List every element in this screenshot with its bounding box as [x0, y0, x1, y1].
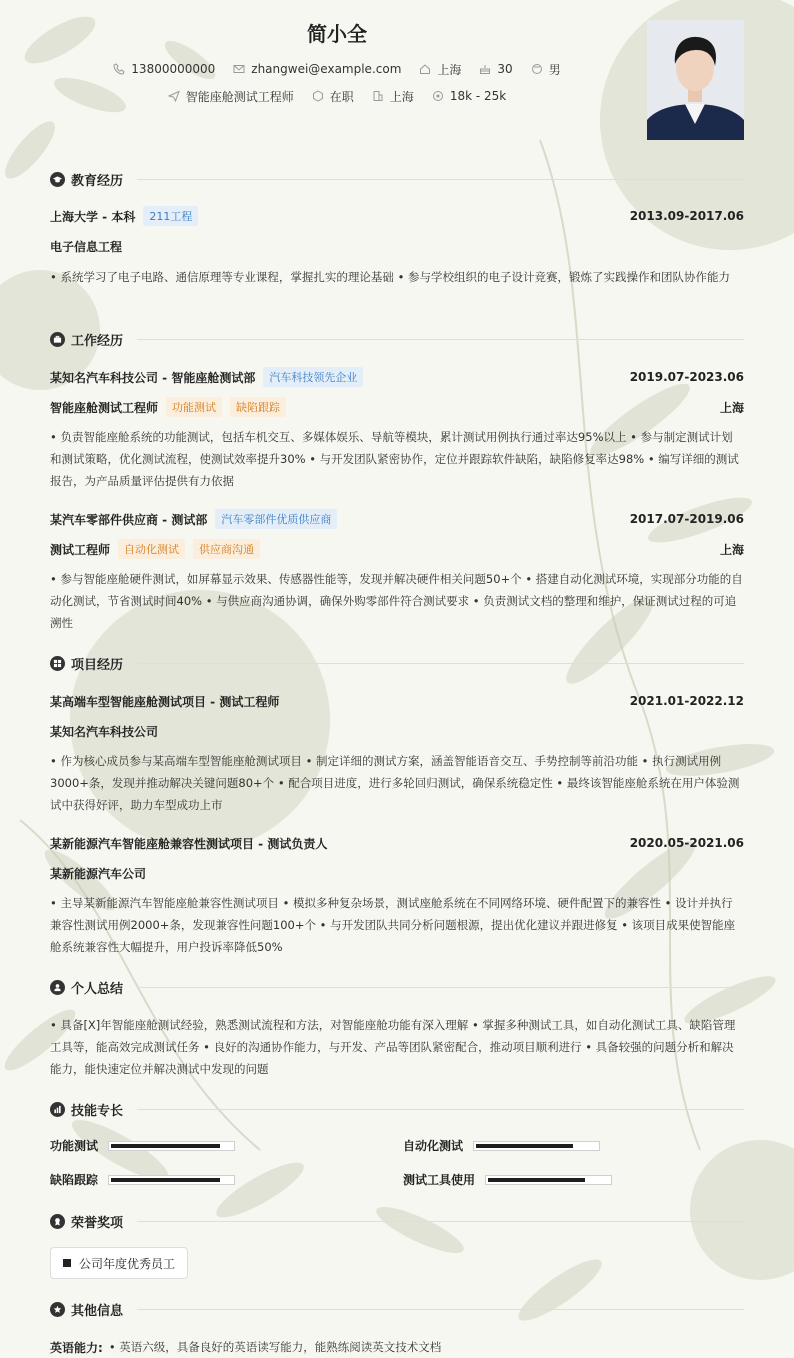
- user-icon: [50, 980, 65, 995]
- gender-icon: [531, 63, 543, 75]
- section-other: [50, 1300, 744, 1318]
- salary-text: 18k - 25k: [449, 89, 507, 103]
- city-text: 上海: [437, 62, 462, 77]
- work-role-row: [50, 539, 744, 559]
- section-summary: [50, 978, 744, 996]
- profile-photo: [647, 20, 744, 140]
- project-org: 某新能源汽车公司: [50, 866, 147, 881]
- skill-bar-fill: [111, 1178, 220, 1182]
- section-title: 其他信息: [71, 1303, 124, 1319]
- section-divider: [137, 1221, 744, 1222]
- skill-item: [403, 1171, 612, 1188]
- skill-name: 缺陷跟踪: [50, 1173, 99, 1187]
- skill-tag: 自动化测试: [118, 539, 185, 559]
- company-name: 某汽车零部件供应商 - 测试部: [50, 512, 208, 527]
- skill-bar-fill: [476, 1144, 573, 1148]
- section-title: 教育经历: [71, 173, 124, 189]
- home-icon: [419, 63, 431, 75]
- award-badge: [50, 1247, 188, 1279]
- skill-bar: [485, 1175, 612, 1185]
- work-date: 2019.07-2023.06: [629, 370, 744, 384]
- skill-item: [403, 1137, 600, 1154]
- section-work: [50, 330, 744, 348]
- work-header-row: [50, 367, 744, 387]
- gender-item: [531, 61, 561, 78]
- work-city-text: 上海: [389, 89, 414, 104]
- education-description: • 系统学习了电子电路、通信原理等专业课程，掌握扎实的理论基础 • 参与学校组织的电子设计竞赛，锻炼了实践操作和团队协作能力: [50, 270, 731, 284]
- mail-icon: [233, 63, 245, 75]
- company-tag: 汽车零部件优质供应商: [215, 509, 337, 529]
- skill-bar-fill: [111, 1144, 220, 1148]
- section-skills: [50, 1100, 744, 1118]
- section-divider: [137, 987, 744, 988]
- company-tag: 汽车科技领先企业: [263, 367, 363, 387]
- work-description: • 负责智能座舱系统的功能测试，包括车机交互、多媒体娱乐、导航等模块，累计测试用例执行通过率达95%以上 • 参与制定测试计划和测试策略，优化测试流程，使测试效率提升30% • 与开发团队紧密协作，定位并跟踪软件缺陷，缺陷修复率达98% • 编写详细的测试报告，为产品质量评估提供有力依据: [50, 430, 739, 488]
- email-item: [233, 62, 401, 76]
- skill-bar: [473, 1141, 600, 1151]
- briefcase-icon: [50, 332, 65, 347]
- major-row: [50, 236, 744, 256]
- award-icon: [50, 1214, 65, 1229]
- graduation-cap-icon: [50, 172, 65, 187]
- job-title-text: 智能座舱测试工程师: [185, 89, 294, 104]
- city-item: [419, 61, 461, 78]
- skill-item: [50, 1137, 235, 1154]
- summary-description: • 具备[X]年智能座舱测试经验，熟悉测试流程和方法，对智能座舱功能有深入理解 • 掌握多种测试工具，如自动化测试工具、缺陷管理工具等，能高效完成测试任务 • 良好的沟通协作能力，与开发、产品等团队紧密配合，推动项目顺利进行 • 具备较强的问题分析和解决能力，能快速定位并解决测试中发现的问题: [50, 1018, 736, 1076]
- section-title: 个人总结: [71, 981, 124, 997]
- status-icon: [312, 90, 324, 102]
- section-divider: [137, 663, 744, 664]
- skill-tag: 缺陷跟踪: [230, 397, 286, 417]
- salary-item: [432, 89, 506, 103]
- section-honors: [50, 1212, 744, 1230]
- skill-bar: [108, 1141, 235, 1151]
- skill-item: [50, 1171, 235, 1188]
- work-header-row: [50, 509, 744, 529]
- coin-icon: [432, 90, 444, 102]
- school-tag: 211工程: [143, 206, 198, 226]
- education-date: 2013.09-2017.06: [629, 209, 744, 223]
- project-org: 某知名汽车科技公司: [50, 724, 159, 739]
- phone-icon: [113, 63, 125, 75]
- work-city-item: [372, 88, 414, 105]
- chart-icon: [50, 1102, 65, 1117]
- education-header-row: [50, 206, 744, 226]
- school-name: 上海大学 - 本科: [50, 209, 136, 224]
- section-divider: [137, 179, 744, 180]
- gender-text: 男: [548, 62, 561, 77]
- work-role-row: [50, 397, 744, 417]
- award-text: 公司年度优秀员工: [79, 1256, 176, 1271]
- section-title: 技能专长: [71, 1103, 124, 1119]
- section-divider: [137, 1109, 744, 1110]
- work-city: 上海: [719, 542, 744, 557]
- contact-row: [0, 60, 674, 78]
- english-text: • 英语六级，具备良好的英语读写能力，能熟练阅读英文技术文档: [108, 1340, 442, 1354]
- role-name: 智能座舱测试工程师: [50, 400, 159, 415]
- project-description: • 主导某新能源汽车智能座舱兼容性测试项目 • 模拟多种复杂场景，测试座舱系统在不同网络环境、硬件配置下的兼容性 • 设计并执行兼容性测试用例2000+条，发现兼容性问题100+个 • 与开发团队共同分析问题根源，提出优化建议并跟进修复 • 该项目成果使智能座舱系统兼容性大幅提升，用户投诉率降低50%: [50, 896, 736, 954]
- work-description: • 参与智能座舱硬件测试，如屏幕显示效果、传感器性能等，发现并解决硬件相关问题50+个 • 搭建自动化测试环境，实现部分功能的自动化测试，节省测试时间40% • 与供应商沟通协调，确保外购零部件符合测试要求 • 负责测试文档的整理和维护，保证测试过程的可追溯性: [50, 572, 743, 630]
- role-name: 测试工程师: [50, 542, 111, 557]
- job-row: [0, 87, 674, 105]
- skill-tag: 功能测试: [166, 397, 222, 417]
- project-date: 2020.05-2021.06: [629, 836, 744, 850]
- phone-text: 13800000000: [131, 62, 216, 76]
- project-description: • 作为核心成员参与某高端车型智能座舱测试项目 • 制定详细的测试方案，涵盖智能语音交互、手势控制等前沿功能 • 执行测试用例3000+条，发现并推动解决关键问题80+个 • 配合项目进度，进行多轮回归测试，确保系统稳定性 • 最终该智能座舱系统在用户体验测试中获得好评，助力车型成功上市: [50, 754, 740, 812]
- age-text: 30: [497, 62, 513, 76]
- section-projects: [50, 654, 744, 672]
- project-name: 某新能源汽车智能座舱兼容性测试项目 - 测试负责人: [50, 836, 328, 851]
- major-name: 电子信息工程: [50, 239, 123, 254]
- status-item: [312, 88, 354, 105]
- cake-icon: [479, 63, 491, 75]
- project-header-row: [50, 833, 744, 853]
- email-text: zhangwei@example.com: [251, 62, 402, 76]
- project-header-row: [50, 691, 744, 711]
- section-divider: [137, 339, 744, 340]
- project-name: 某高端车型智能座舱测试项目 - 测试工程师: [50, 694, 280, 709]
- phone-item: [113, 62, 215, 76]
- work-city: 上海: [719, 400, 744, 415]
- project-date: 2021.01-2022.12: [629, 694, 744, 708]
- company-name: 某知名汽车科技公司 - 智能座舱测试部: [50, 370, 256, 385]
- grid-icon: [50, 656, 65, 671]
- square-bullet-icon: [63, 1259, 71, 1267]
- project-org-row: [50, 863, 744, 883]
- section-education: [50, 170, 744, 188]
- section-title: 荣誉奖项: [71, 1215, 124, 1231]
- skill-tag: 供应商沟通: [193, 539, 260, 559]
- section-title: 项目经历: [71, 657, 124, 673]
- skill-name: 自动化测试: [403, 1139, 464, 1153]
- building-icon: [372, 90, 384, 102]
- other-info-row: [50, 1337, 744, 1357]
- skill-name: 功能测试: [50, 1139, 99, 1153]
- project-org-row: [50, 721, 744, 741]
- age-item: [479, 62, 512, 76]
- star-icon: [50, 1302, 65, 1317]
- status-text: 在职: [329, 89, 354, 104]
- section-divider: [137, 1309, 744, 1310]
- section-title: 工作经历: [71, 333, 124, 349]
- english-label: 英语能力:: [50, 1340, 103, 1355]
- skill-bar-fill: [488, 1178, 585, 1182]
- send-icon: [168, 90, 180, 102]
- skill-name: 测试工具使用: [403, 1173, 476, 1187]
- job-title-item: [168, 88, 294, 105]
- candidate-name: 简小全: [307, 22, 367, 46]
- skill-bar: [108, 1175, 235, 1185]
- work-date: 2017.07-2019.06: [629, 512, 744, 526]
